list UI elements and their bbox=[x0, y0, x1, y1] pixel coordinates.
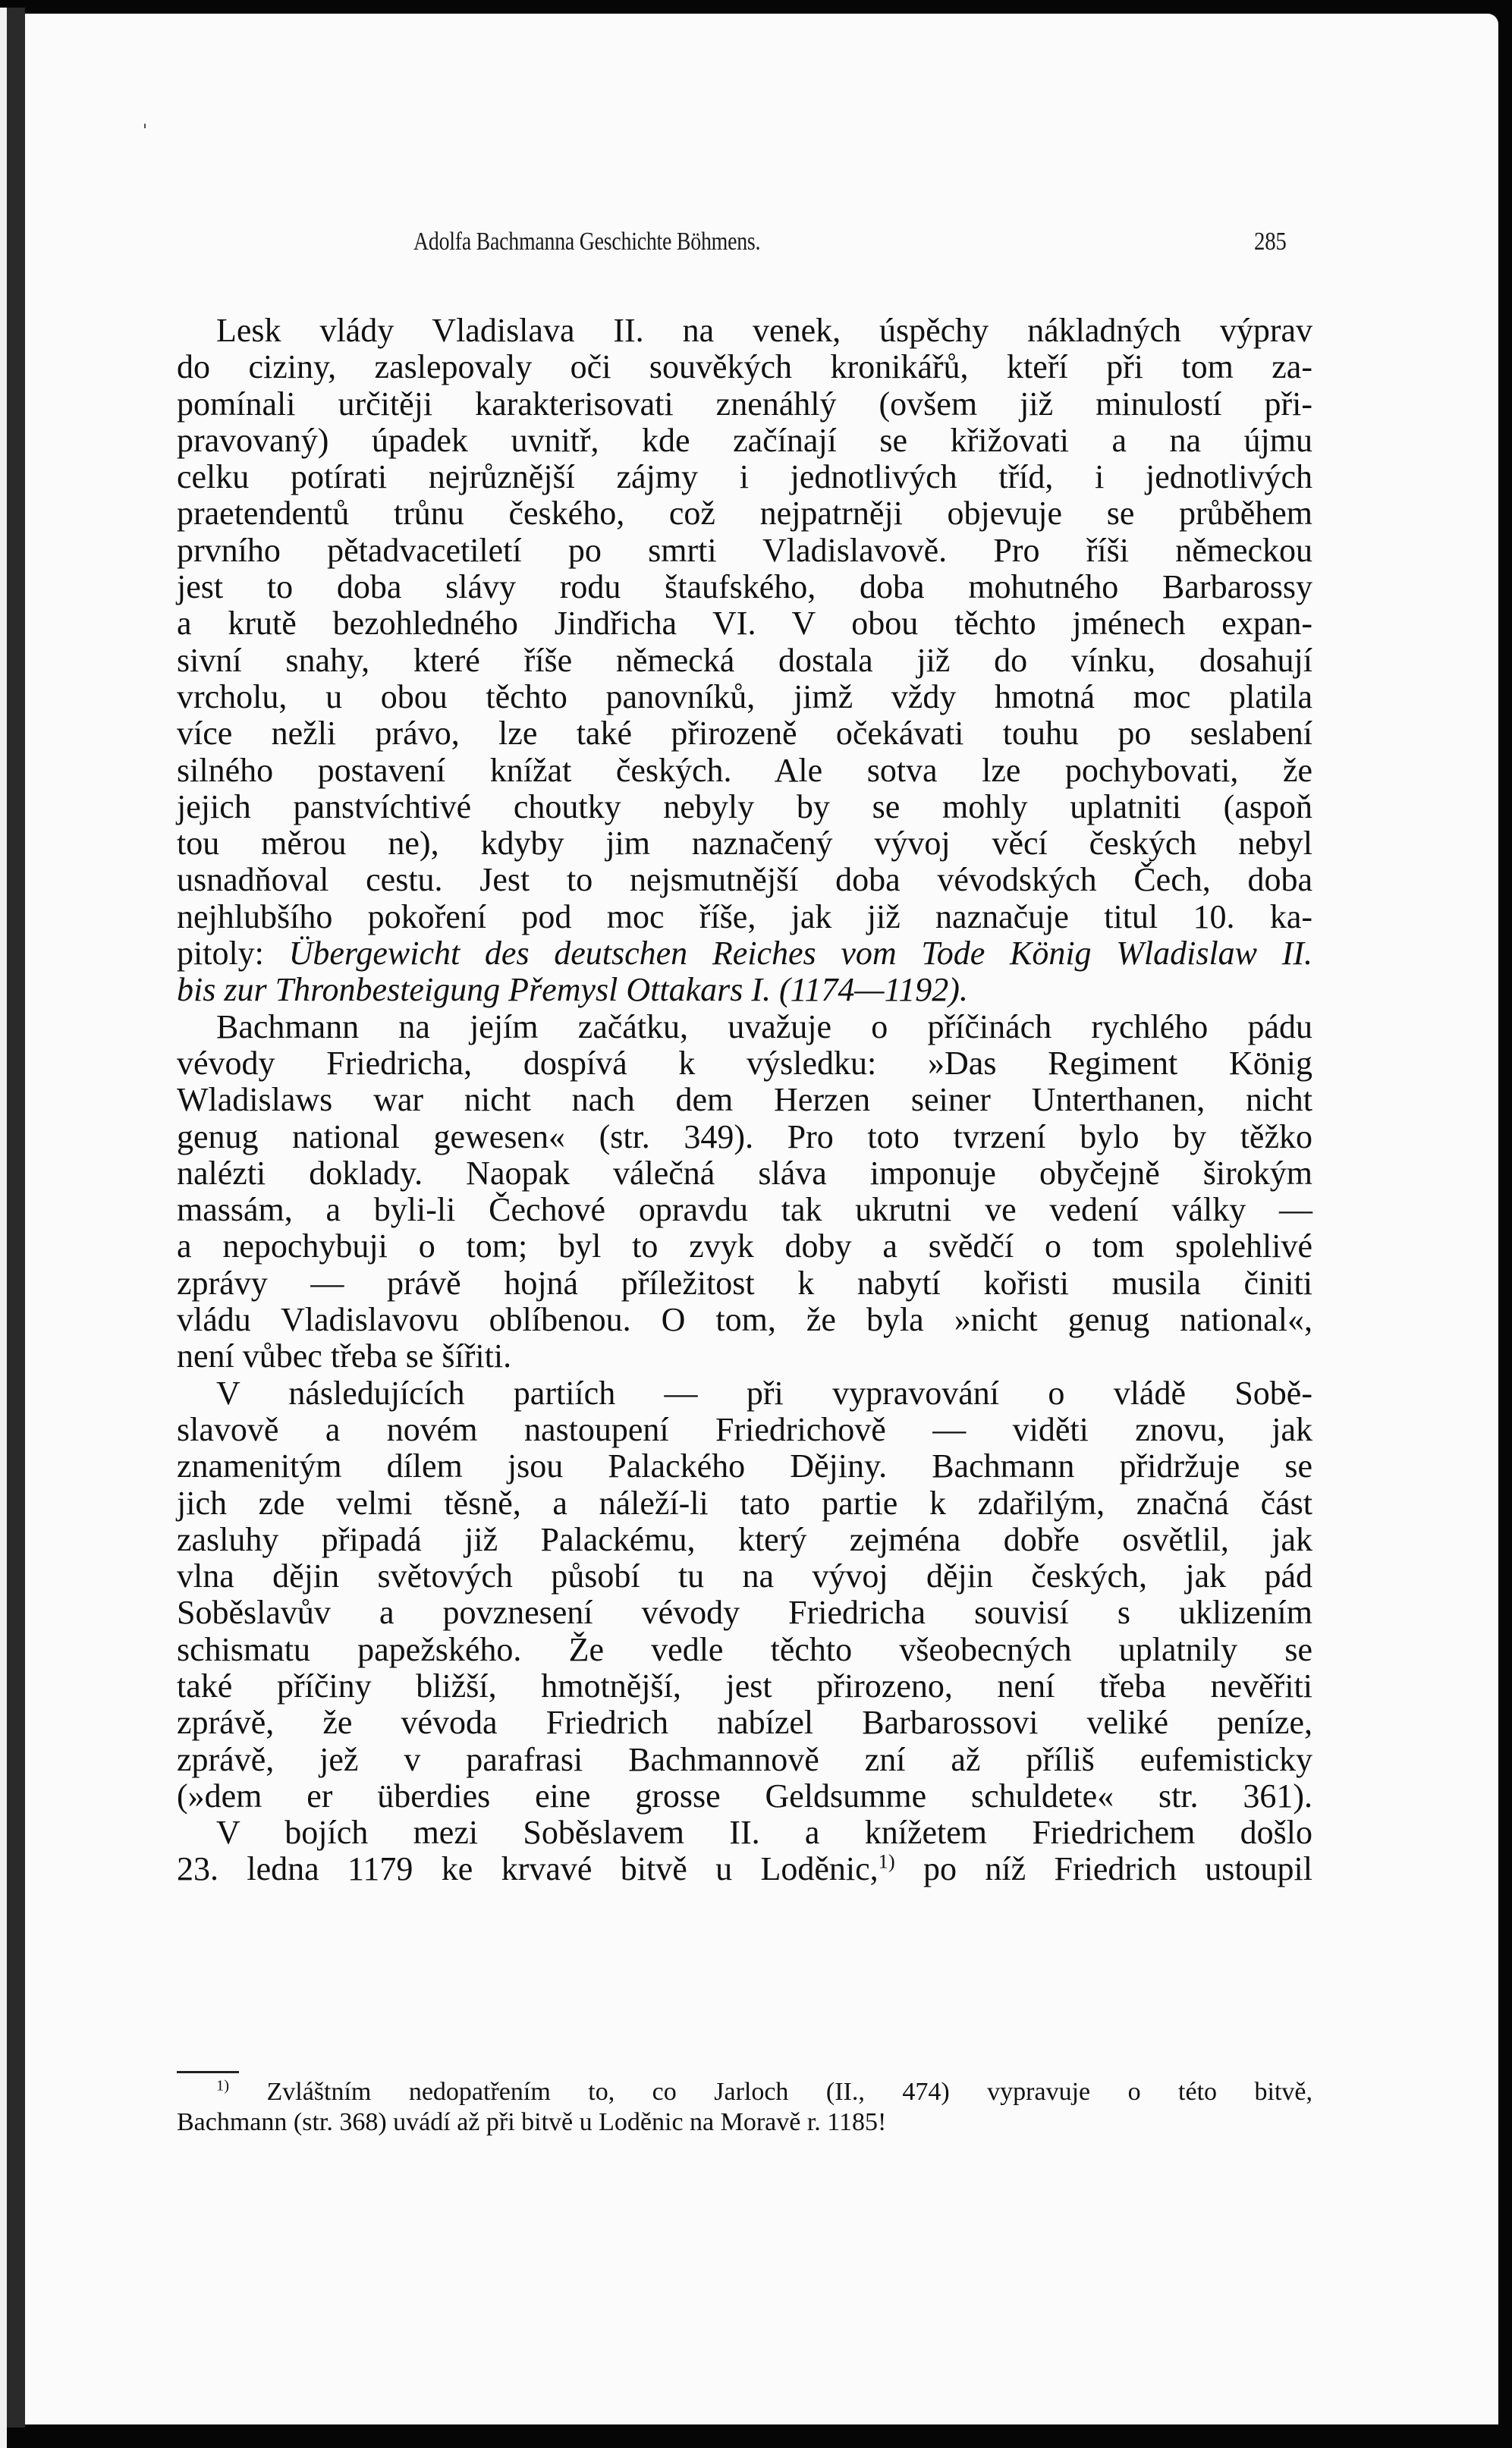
running-title: Adolfa Bachmanna Geschichte Böhmens. bbox=[413, 228, 761, 256]
footnote-separator bbox=[177, 2071, 239, 2073]
text-line: sivní snahy, které říše německá dostala již do vínku, dosahují bbox=[177, 641, 1312, 679]
footnote-text: Zvláštním nedopatřením to, co Jarloch (II., 474) vypravuje o této bitvě, bbox=[266, 2078, 1313, 2106]
footnote-line: Bachmann (str. 368) uvádí až při bitvě u Loděnic na Moravě r. 1185! bbox=[177, 2108, 887, 2136]
page-number: 285 bbox=[1254, 228, 1287, 256]
text-line: zasluhy připadá již Palackému, který zejména dobře osvětlil, jak bbox=[177, 1520, 1312, 1558]
text-line: pomínali určitěji karakterisovati znenáhlý (ovšem již minulostí při- bbox=[177, 385, 1312, 423]
text-line: více nežli právo, lze také přirozeně očekávati touhu po seslabení bbox=[177, 715, 1312, 753]
text-line: Lesk vlády Vladislava II. na venek, úspěchy nákladných výprav bbox=[216, 312, 1312, 349]
text-line: zprávě, že vévoda Friedrich nabízel Barbarossovi veliké peníze, bbox=[177, 1704, 1312, 1742]
text-line: slavově a novém nastoupení Friedrichově — viděti znovu, jak bbox=[177, 1410, 1312, 1448]
text-line: massám, a byli-li Čechové opravdu tak ukrutni ve vedení války — bbox=[177, 1191, 1312, 1229]
text-line: schismatu papežského. Že vedle těchto všeobecných uplatnily se bbox=[177, 1630, 1312, 1668]
text-line: vládu Vladislavovu oblíbenou. O tom, že byla »nicht genug national«, bbox=[177, 1301, 1312, 1339]
text-fragment: pitoly: bbox=[177, 935, 264, 973]
scan-speck bbox=[144, 124, 146, 128]
scan-left-margin bbox=[0, 8, 7, 2448]
text-fragment: po níž Friedrich ustoupil bbox=[894, 1850, 1312, 1888]
text-line: pravovaný) úpadek uvnitř, kde začínají se křižovati a na újmu bbox=[177, 421, 1312, 459]
text-line: nejhlubšího pokoření pod moc říše, jak již naznačuje titul 10. ka- bbox=[177, 897, 1312, 935]
text-line: také příčiny bližší, hmotnější, jest přirozeno, není třeba nevěřiti bbox=[177, 1667, 1312, 1705]
text-line: Wladislaws war nicht nach dem Herzen seiner Unterthanen, nicht bbox=[177, 1081, 1312, 1119]
footnotes bbox=[177, 2077, 1312, 2138]
body-text bbox=[177, 313, 1312, 1888]
text-line: vévody Friedricha, dospívá k výsledku: »Das Regiment König bbox=[177, 1044, 1312, 1082]
text-line: V bojích mezi Soběslavem II. a knížetem Friedrichem došlo bbox=[216, 1814, 1312, 1852]
text-line: zprávě, jež v parafrasi Bachmannově zní až příliš eufemisticky bbox=[177, 1740, 1312, 1778]
text-line: (»dem er überdies eine grosse Geldsumme schuldete« str. 361). bbox=[177, 1777, 1312, 1815]
text-line: a nepochybuji o tom; byl to zvyk doby a svědčí o tom spolehlivé bbox=[177, 1227, 1312, 1265]
text-line-with-footnote-ref bbox=[177, 1851, 1312, 1887]
book-spine-shadow bbox=[7, 8, 25, 2428]
text-fragment: 23. ledna 1179 ke krvavé bitvě u Loděnic, bbox=[177, 1850, 879, 1888]
text-line: silného postavení knížat českých. Ale sotva lze pochybovati, že bbox=[177, 751, 1312, 789]
footnote-reference: 1) bbox=[878, 1849, 895, 1873]
text-line: usnadňoval cestu. Jest to nejsmutnější doba vévodských Čech, doba bbox=[177, 861, 1312, 899]
text-line: V následujících partiích — při vypravování o vládě Sobě- bbox=[216, 1374, 1312, 1412]
text-line: zprávy — právě hojná příležitost k nabytí kořisti musila činiti bbox=[177, 1264, 1312, 1302]
text-line: není vůbec třeba se šířiti. bbox=[177, 1337, 512, 1375]
running-header bbox=[413, 228, 1354, 266]
text-line: Soběslavův a povznesení vévody Friedricha souvisí s uklizením bbox=[177, 1594, 1312, 1632]
text-line: celku potírati nejrůznější zájmy i jednotlivých tříd, i jednotlivých bbox=[177, 458, 1312, 496]
text-line: nalézti doklady. Naopak válečná sláva imponuje obyčejně širokým bbox=[177, 1154, 1312, 1192]
italic-chapter-title: Übergewicht des deutschen Reiches vom Tode König Wladislaw II. bbox=[288, 935, 1313, 973]
text-line: jest to doba slávy rodu štaufského, doba mohutného Barbarossy bbox=[177, 568, 1312, 606]
footnote-marker: 1) bbox=[216, 2077, 229, 2094]
text-line: vrcholu, u obou těchto panovníků, jimž vždy hmotná moc platila bbox=[177, 677, 1312, 715]
footnote-line bbox=[177, 2077, 1312, 2107]
text-line-with-italic-title bbox=[177, 935, 1312, 972]
text-line: prvního pětadvacetiletí po smrti Vladislavově. Pro říši německou bbox=[177, 531, 1312, 569]
text-line: a krutě bezohledného Jindřicha VI. V obou těchto jménech expan- bbox=[177, 605, 1312, 643]
text-line: genug national gewesen« (str. 349). Pro toto tvrzení bylo by těžko bbox=[177, 1117, 1312, 1155]
italic-chapter-title-cont: bis zur Thronbesteigung Přemysl Ottakars I. (1174—1192). bbox=[177, 971, 968, 1009]
book-page bbox=[25, 14, 1498, 2424]
text-line: Bachmann na jejím začátku, uvažuje o příčinách rychlého pádu bbox=[216, 1007, 1312, 1045]
text-line: vlna dějin světových působí tu na vývoj dějin českých, jak pád bbox=[177, 1557, 1312, 1595]
text-line: praetendentů trůnu českého, což nejpatrněji objevuje se průběhem bbox=[177, 495, 1312, 533]
text-line: tou měrou ne), kdyby jim naznačený vývoj věcí českých nebyl bbox=[177, 825, 1312, 863]
text-line: jejich panstvíchtivé choutky nebyly by se mohly uplatniti (aspoň bbox=[177, 787, 1312, 825]
text-line: jich zde velmi těsně, a náleží-li tato partie k zdařilým, značná část bbox=[177, 1484, 1312, 1522]
text-line: do ciziny, zaslepovaly oči souvěkých kronikářů, kteří při tom za- bbox=[177, 348, 1312, 386]
text-line-italic bbox=[177, 972, 1312, 1008]
text-line: znamenitým dílem jsou Palackého Dějiny. Bachmann přidržuje se bbox=[177, 1447, 1312, 1485]
